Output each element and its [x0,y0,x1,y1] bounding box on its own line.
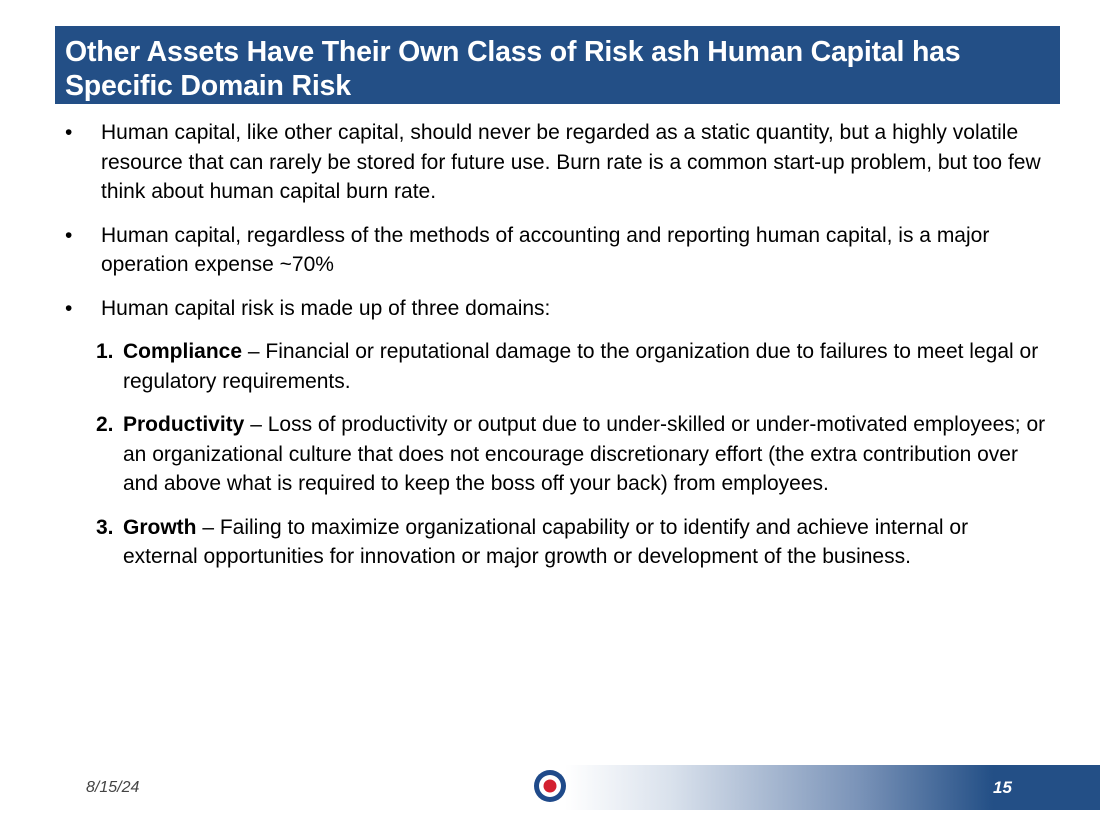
domain-item-compliance [62,337,1047,396]
bullet-marker: • [65,121,73,144]
footer-date: 8/15/24 [86,779,140,796]
domain-item-growth [62,513,1047,572]
bullet-item [62,294,1047,324]
domain-description: – Failing to maximize organizational capability or to identify and achieve internal or external opportunities for innovation or major growth or development of the business. [123,515,969,568]
domain-number: 2. [96,413,114,436]
bullet-text: Human capital, like other capital, should never be regarded as a static quantity, but a highly volatile resource that can rarely be stored for future use. Burn rate is a common start-up problem, but too few think about human capital burn rate. [101,121,1041,203]
domain-number: 1. [96,340,114,363]
domain-item-productivity [62,410,1047,499]
domain-term: Productivity [123,413,245,436]
domain-term: Compliance [123,340,243,363]
bullet-item [62,118,1047,207]
page-number: 15 [993,778,1012,797]
slide-title: Other Assets Have Their Own Class of Risk ash Human Capital has Specific Domain Risk [65,36,961,102]
domain-number: 3. [96,515,114,539]
title-bar [55,26,1060,104]
domain-term: Growth [123,515,197,539]
domain-description: – Loss of productivity or output due to under-skilled or under-motivated employees; or an organizational culture that does not encourage discretionary effort (the extra contribution over and above what is required to keep the boss off your back) from employees. [123,413,1046,495]
slide-content [62,118,1047,586]
bullet-text: Human capital risk is made up of three domains: [101,296,551,320]
bullet-marker: • [65,223,73,247]
bullet-marker: • [65,296,73,320]
footer-band [565,765,1100,810]
roundel-icon [533,769,567,803]
domain-description: – Financial or reputational damage to the organization due to failures to meet legal or regulatory requirements. [123,340,1039,393]
bullet-item [62,221,1047,280]
bullet-text: Human capital, regardless of the methods of accounting and reporting human capital, is a major operation expense ~70% [101,223,990,276]
